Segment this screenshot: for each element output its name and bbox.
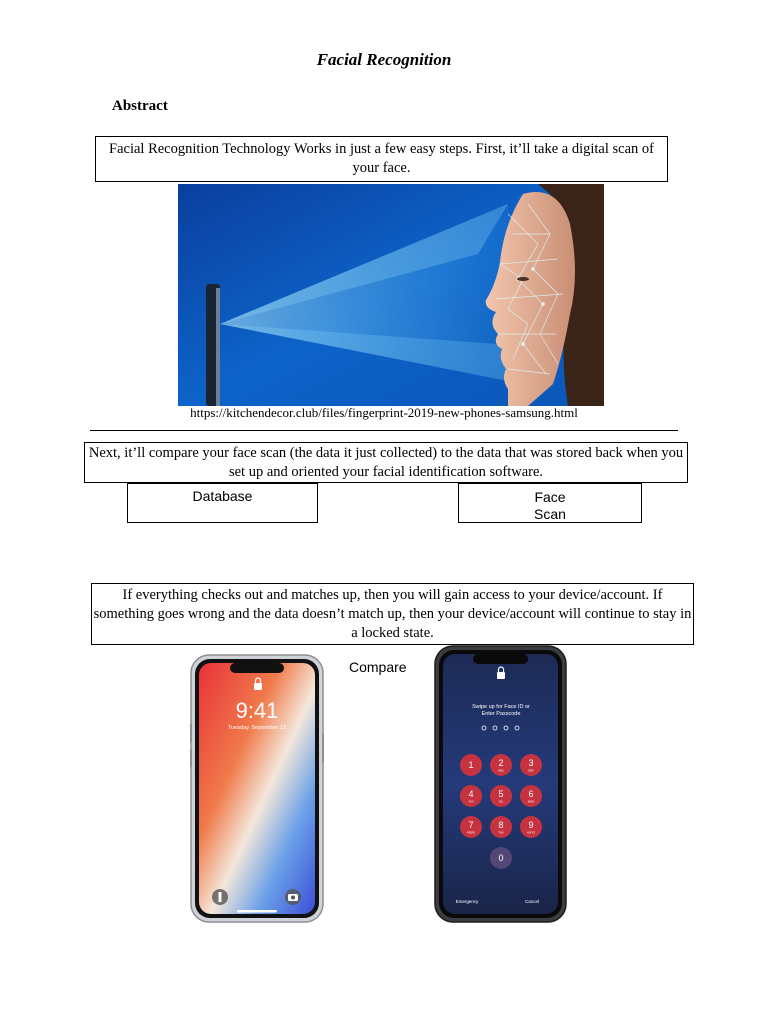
flashlight-icon — [212, 889, 228, 905]
page-title: Facial Recognition — [316, 50, 452, 69]
keypad-key-5[interactable] — [490, 785, 512, 807]
keypad-digit: 5 — [498, 789, 504, 799]
passcode-prompt-line2: Enter Passcode — [481, 711, 521, 717]
keypad-key-1[interactable] — [460, 754, 482, 776]
step3-textbox: If everything checks out and matches up, then you will gain access to your device/account. If something goes wrong and the data doesn’t match up, then your device/account will continue to stay in a locked state. — [91, 583, 694, 645]
step2-textbox: Next, it’ll compare your face scan (the data it just collected) to the data that was stored back when you set up and oriented your facial identification software. — [84, 442, 688, 483]
keypad-letters: PQRS — [467, 830, 475, 835]
iphone-passcode-screen-image — [434, 645, 567, 923]
keypad-letters: WXYZ — [526, 830, 536, 835]
passcode-prompt-line1: Swipe up for Face ID or — [472, 704, 530, 710]
keypad-digit: 7 — [468, 820, 474, 830]
keypad-key-3[interactable] — [520, 754, 542, 776]
face-scan-label-line1: Face — [534, 489, 566, 505]
keypad-key-9[interactable] — [520, 816, 542, 838]
horizontal-divider — [90, 430, 678, 431]
image-source-link[interactable]: https://kitchendecor.club/files/fingerprint-2019-new-phones-samsung.html — [190, 405, 578, 420]
keypad-digit: 4 — [468, 789, 474, 799]
keypad-letters: ABC — [498, 768, 504, 773]
keypad-key-0[interactable] — [490, 847, 512, 869]
keypad-digit: 3 — [528, 758, 534, 768]
cancel-button[interactable]: Cancel — [524, 899, 540, 904]
lock-date: Tuesday, September 12 — [227, 725, 287, 731]
keypad-digit: 1 — [468, 760, 474, 770]
keypad-key-4[interactable] — [460, 785, 482, 807]
face-scan-label-line2: Scan — [534, 506, 566, 522]
keypad-key-6[interactable] — [520, 785, 542, 807]
keypad-key-7[interactable] — [460, 816, 482, 838]
compare-label: Compare — [349, 659, 407, 675]
keypad-digit: 9 — [528, 820, 534, 830]
face-scan-box — [458, 483, 642, 523]
keypad-letters: TUV — [498, 830, 504, 835]
database-box: Database — [127, 483, 318, 523]
keypad-letters: GHI — [468, 799, 474, 804]
keypad-letters: MNO — [527, 799, 535, 804]
iphone-lock-screen-image — [190, 654, 324, 923]
keypad-digit: 0 — [498, 853, 504, 863]
keypad-key-8[interactable] — [490, 816, 512, 838]
keypad-digit: 2 — [498, 758, 504, 768]
step1-textbox: Facial Recognition Technology Works in just a few easy steps. First, it’ll take a digital scan of your face. — [95, 136, 668, 182]
keypad-digit: 6 — [528, 789, 534, 799]
keypad-letters: JKL — [498, 799, 504, 804]
keypad-digit: 8 — [498, 820, 504, 830]
keypad-key-2[interactable] — [490, 754, 512, 776]
keypad-letters: DEF — [528, 768, 534, 773]
abstract-heading: Abstract — [112, 98, 168, 114]
emergency-button[interactable]: Emergency — [455, 899, 479, 904]
face-scan-illustration — [178, 184, 604, 406]
camera-icon — [285, 889, 301, 905]
lock-time: 9:41 — [235, 698, 279, 723]
